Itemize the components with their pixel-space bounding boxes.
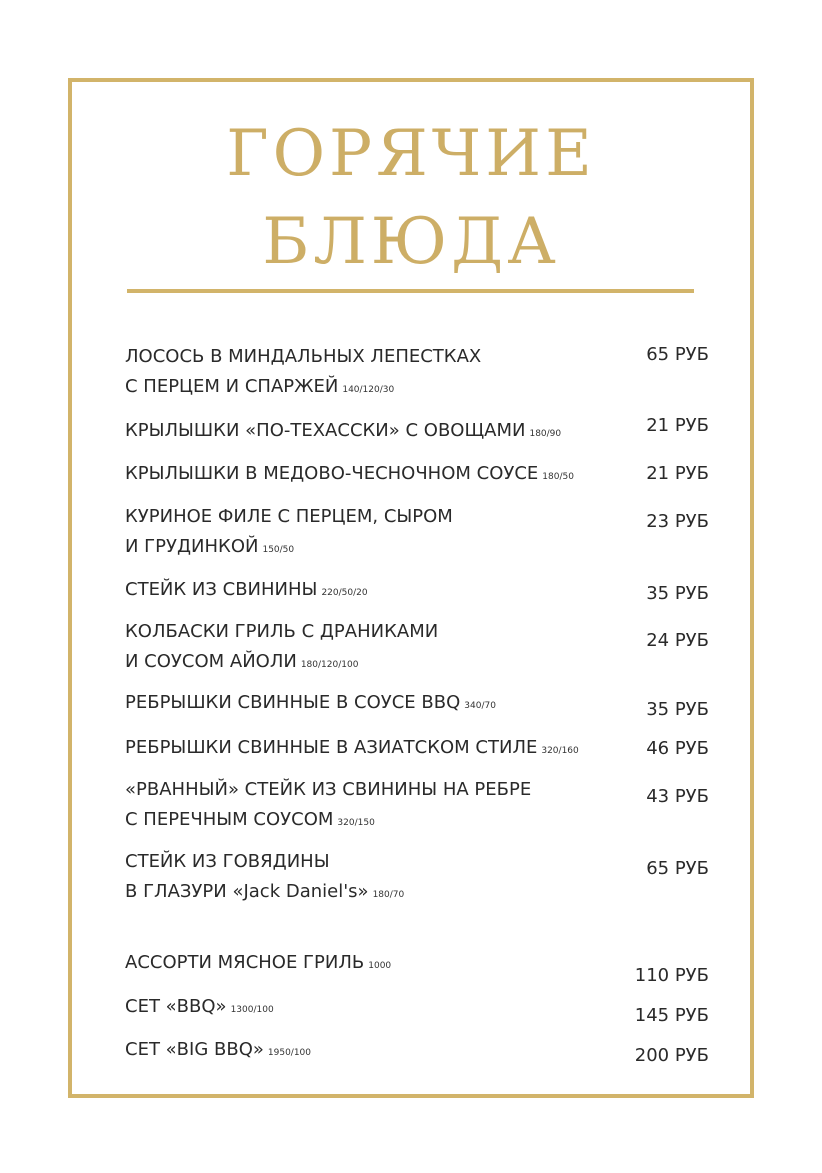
item-name-line: КРЫЛЫШКИ «ПО-ТЕХАССКИ» С ОВОЩАМИ 180/90	[125, 420, 562, 441]
item-weight: 140/120/30	[342, 385, 395, 395]
item-weight: 180/70	[372, 890, 405, 900]
item-price: 24 РУБ	[646, 630, 709, 651]
menu-item-sausages	[125, 617, 625, 680]
item-price: 23 РУБ	[646, 511, 709, 532]
menu-item-set-big-bbq	[125, 1035, 625, 1068]
menu-item-ribs-asian	[125, 733, 625, 766]
item-price: 35 РУБ	[646, 583, 709, 604]
item-price: 145 РУБ	[634, 1005, 709, 1026]
menu-item-pork-steak	[125, 575, 625, 608]
item-name-line: СТЕЙК ИЗ СВИНИНЫ 220/50/20	[125, 579, 368, 600]
menu-item-beef-steak	[125, 847, 625, 910]
item-price: 65 РУБ	[646, 344, 709, 365]
item-weight: 180/120/100	[300, 660, 359, 670]
item-name-line: РЕБРЫШКИ СВИННЫЕ В СОУСЕ BBQ 340/70	[125, 692, 496, 713]
item-name-line: В ГЛАЗУРИ «Jack Daniel's» 180/70	[125, 881, 405, 902]
item-price: 200 РУБ	[634, 1045, 709, 1066]
menu-item-set-bbq	[125, 992, 625, 1025]
item-weight: 1300/100	[230, 1005, 274, 1015]
item-name-line: КОЛБАСКИ ГРИЛЬ С ДРАНИКАМИ	[125, 621, 439, 642]
item-name-line: АССОРТИ МЯСНОЕ ГРИЛЬ 1000	[125, 952, 392, 973]
item-name-line: И СОУСОМ АЙОЛИ 180/120/100	[125, 651, 359, 672]
menu-title-line1: ГОРЯЧИЕ	[226, 117, 596, 191]
item-price: 110 РУБ	[634, 965, 709, 986]
menu-title-line2: БЛЮДА	[262, 205, 560, 279]
item-weight: 180/50	[542, 472, 574, 482]
item-weight: 1950/100	[267, 1048, 312, 1058]
item-price: 21 РУБ	[646, 415, 709, 436]
item-name-line: ЛОСОСЬ В МИНДАЛЬНЫХ ЛЕПЕСТКАХ	[125, 346, 482, 367]
menu-item-salmon	[125, 342, 625, 405]
title-divider	[127, 289, 694, 293]
item-name-line: С ПЕРЦЕМ И СПАРЖЕЙ 140/120/30	[125, 376, 395, 397]
item-price: 46 РУБ	[646, 738, 709, 759]
item-name-line: СТЕЙК ИЗ ГОВЯДИНЫ	[125, 851, 330, 872]
menu-item-grill-platter	[125, 948, 625, 981]
item-weight: 220/50/20	[321, 588, 368, 598]
item-name-line: КРЫЛЫШКИ В МЕДОВО-ЧЕСНОЧНОМ СОУСЕ 180/50	[125, 463, 574, 484]
item-weight: 320/150	[337, 818, 375, 828]
item-weight: 340/70	[464, 701, 496, 711]
item-name-line: КУРИНОЕ ФИЛЕ С ПЕРЦЕМ, СЫРОМ	[125, 506, 453, 527]
item-name-line: РЕБРЫШКИ СВИННЫЕ В АЗИАТСКОМ СТИЛЕ 320/160	[125, 737, 579, 758]
item-name-line: С ПЕРЕЧНЫМ СОУСОМ 320/150	[125, 809, 375, 830]
item-price: 21 РУБ	[646, 463, 709, 484]
item-name-line: СЕТ «BIG BBQ» 1950/100	[125, 1039, 312, 1060]
menu-item-pulled-pork	[125, 775, 625, 838]
item-name-line: СЕТ «BBQ» 1300/100	[125, 996, 274, 1017]
item-weight: 1000	[368, 961, 392, 971]
menu-item-chicken-fillet	[125, 502, 625, 565]
item-price: 35 РУБ	[646, 699, 709, 720]
menu-item-honey-wings	[125, 459, 625, 492]
menu-item-ribs-bbq	[125, 688, 625, 721]
item-weight: 150/50	[262, 545, 295, 555]
item-weight: 180/90	[529, 429, 562, 439]
item-name-line: И ГРУДИНКОЙ 150/50	[125, 536, 295, 557]
item-weight: 320/160	[541, 746, 579, 756]
item-price: 43 РУБ	[646, 786, 709, 807]
item-price: 65 РУБ	[646, 858, 709, 879]
menu-item-texas-wings	[125, 416, 625, 449]
item-name-line: «РВАННЫЙ» СТЕЙК ИЗ СВИНИНЫ НА РЕБРЕ	[125, 779, 532, 800]
